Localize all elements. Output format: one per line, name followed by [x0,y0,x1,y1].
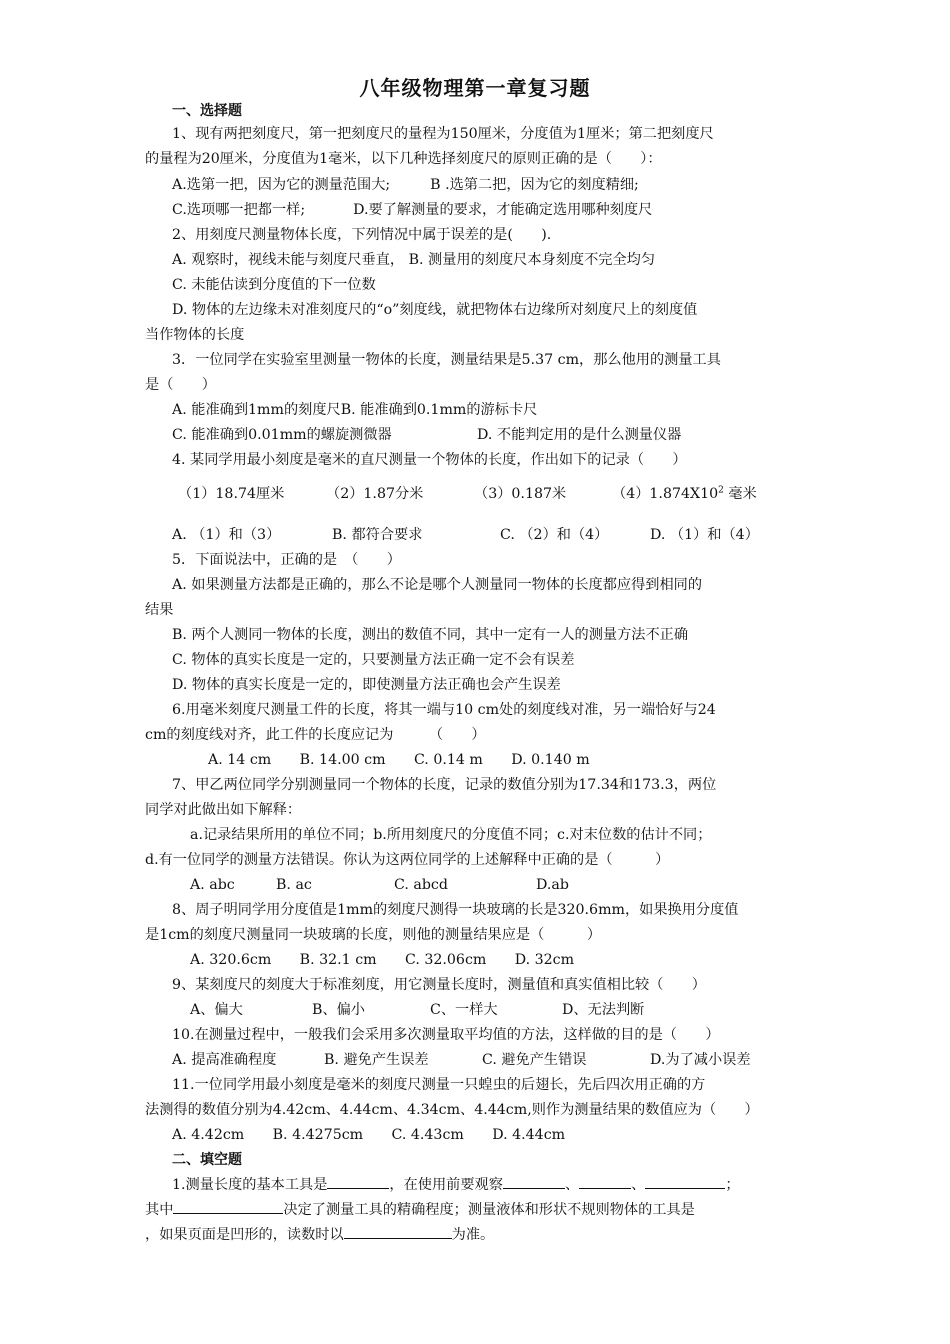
question-2-stem: 2、用刻度尺测量物体长度，下列情况中属于误差的是( ). [172,227,552,243]
option-c: C、一样大 [430,1002,498,1018]
option-a: A. （1）和（3） [172,527,281,543]
question-8-options: A. 320.6cm B. 32.1 cm C. 32.06cm D. 32cm [190,952,575,968]
question-2-options-ab: A. 观察时，视线未能与刻度尺垂直， B. 测量用的刻度尺本身刻度不完全均匀 [172,252,656,268]
option-d: D.ab [536,877,569,893]
question-8-stem-cont: 是1cm的刻度尺测量同一块玻璃的长度，则他的测量结果应是（ ） [145,927,602,943]
record-1: （1）18.74厘米 [178,485,285,502]
option-d: D.要了解测量的要求，才能确定选用哪种刻度尺 [353,202,653,218]
question-11-options: A. 4.42cm B. 4.4275cm C. 4.43cm D. 4.44cm [172,1127,566,1143]
section-heading-fill: 二、填空题 [172,1152,242,1168]
fill-blank[interactable] [327,1174,389,1189]
fill-1-line-1: 1.测量长度的基本工具是 ，在使用前要观察 、 、 ； [172,1174,740,1195]
option-a: A. abc [190,877,235,893]
question-7-explanations-cont: d.有一位同学的测量方法错误。你认为这两位同学的上述解释中正确的是（ ） [145,852,670,868]
fill-blank[interactable] [503,1174,565,1189]
question-10-stem: 10.在测量过程中，一般我们会采用多次测量取平均值的方法，这样做的目的是（ ） [172,1027,720,1043]
question-11-stem: 11.一位同学用最小刻度是毫米的刻度尺测量一只蝗虫的后翅长，先后四次用正确的方 [172,1077,706,1093]
fill-blank[interactable] [645,1174,725,1189]
question-5-option-d: D. 物体的真实长度是一定的，即使测量方法正确也会产生误差 [172,677,561,693]
question-5-stem: 5．下面说法中，正确的是 （ ） [172,552,401,568]
question-5-option-a: A. 如果测量方法都是正确的，那么不论是哪个人测量同一物体的长度都应得到相同的 [172,577,703,593]
question-1-stem-cont: 的量程为20厘米，分度值为1毫米，以下几种选择刻度尺的原则正确的是（ ）： [145,151,662,167]
page-title: 八年级物理第一章复习题 [359,76,591,100]
option-a: A.选第一把，因为它的测量范围大; [172,177,391,193]
question-2-option-d: D. 物体的左边缘未对准刻度尺的“o”刻度线，就把物体右边缘所对刻度尺上的刻度值 [172,302,698,318]
option-d: D. 不能判定用的是什么测量仪器 [477,427,682,443]
question-5-option-c: C. 物体的真实长度是一定的，只要测量方法正确一定不会有误差 [172,652,575,668]
record-3: （3）0.187米 [474,485,567,502]
question-1-options-cd [172,200,652,220]
record-4: $(4)1.874X10^2$ 毫米 [612,485,757,502]
question-5-option-a-cont: 结果 [145,602,174,618]
question-2-option-d-cont: 当作物体的长度 [145,327,245,343]
option-c: C. 避免产生错误 [482,1052,587,1068]
question-3-stem-cont: 是（ ） [145,377,216,393]
option-b: B. 避免产生误差 [324,1052,429,1068]
section-heading-choice: 一、选择题 [172,103,242,119]
question-9-options [190,1000,644,1020]
record-2: （2）1.87分米 [326,485,424,502]
question-1-stem: 1、现有两把刻度尺，第一把刻度尺的量程为150厘米，分度值为1厘米；第二把刻度尺 [172,126,714,142]
option-b: B. 能准确到0.1mm的游标卡尺 [340,402,538,418]
fill-1-line-2: 其中 决定了测量工具的精确程度；测量液体和形状不规则物体的工具是 [145,1199,695,1220]
fill-1-line-3: ，如果页面是凹形的，读数时以 为准。 [145,1224,494,1245]
option-c: C.选项哪一把都一样; [172,202,306,218]
option-b: B. 都符合要求 [332,527,423,543]
question-5-option-b: B. 两个人测同一物体的长度，测出的数值不同，其中一定有一人的测量方法不正确 [172,627,689,643]
option-b: B .选第二把，因为它的刻度精细; [430,177,639,193]
question-7-stem-cont: 同学对此做出如下解释： [145,802,302,818]
question-1-options-ab [172,175,639,195]
option-c: C. 能准确到0.01mm的螺旋测微器 [172,427,392,443]
question-4-stem: 4. 某同学用最小刻度是毫米的直尺测量一个物体的长度，作出如下的记录（ ） [172,452,687,468]
question-9-stem: 9、某刻度尺的刻度大于标准刻度，用它测量长度时，测量值和真实值相比较（ ） [172,977,706,993]
question-3-options-ab [172,400,537,420]
question-7-explanations: a.记录结果所用的单位不同；b.所用刻度尺的分度值不同；c.对末位数的估计不同； [190,827,712,843]
question-6-stem: 6.用毫米刻度尺测量工件的长度，将其一端与10 cm处的刻度线对准，另一端恰好与24 [172,702,716,718]
option-c: C. abcd [394,877,448,893]
question-11-stem-cont: 法测得的数值分别为4.42cm、4.44cm、4.34cm、4.44cm,则作为测量结果的数值应为（ ） [145,1102,759,1118]
question-4-options [172,525,759,545]
fill-blank[interactable] [173,1199,283,1214]
question-3-options-cd [172,425,681,445]
option-d: D、无法判断 [562,1002,645,1018]
question-6-options: A. 14 cm B. 14.00 cm C. 0.14 m D. 0.140 m [208,752,590,768]
option-b: B、偏小 [312,1002,365,1018]
fill-blank[interactable] [344,1224,452,1239]
question-3-stem: 3．一位同学在实验室里测量一物体的长度，测量结果是5.37 cm，那么他用的测量工具 [172,352,721,368]
question-7-stem: 7、甲乙两位同学分别测量同一个物体的长度，记录的数值分别为17.34和173.3，两位 [172,777,717,793]
fill-blank[interactable] [579,1174,631,1189]
option-a: A. 能准确到1mm的刻度尺 [172,402,341,418]
question-6-stem-cont: cm的刻度线对齐，此工件的长度应记为 （ ） [145,727,486,743]
question-10-options [172,1050,751,1070]
question-2-option-c: C. 未能估读到分度值的下一位数 [172,277,376,293]
question-7-options [190,875,569,895]
question-8-stem: 8、周子明同学用分度值是1mm的刻度尺测得一块玻璃的长是320.6mm，如果换用分度值 [172,902,739,918]
option-a: A、偏大 [190,1002,243,1018]
option-a: A. 提高准确程度 [172,1052,277,1068]
option-b: B. ac [276,877,312,893]
question-4-records [178,480,757,504]
option-d: D. （1）和（4） [650,527,759,543]
option-d: D.为了减小误差 [650,1052,751,1068]
option-c: C. （2）和（4） [500,527,609,543]
